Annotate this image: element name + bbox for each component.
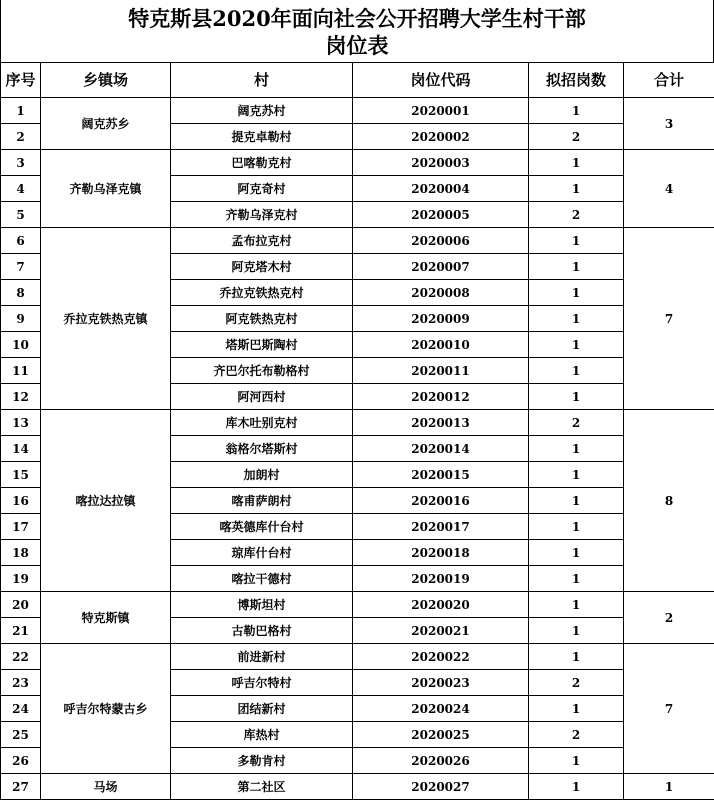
cell-seq: 25 — [1, 722, 41, 748]
cell-town: 齐勒乌泽克镇 — [41, 150, 171, 228]
table-row — [1, 228, 714, 254]
table-row — [1, 644, 714, 670]
cell-village: 齐巴尔托布勒格村 — [171, 358, 353, 384]
cell-posts: 2 — [529, 202, 624, 228]
cell-total: 3 — [624, 98, 714, 150]
cell-seq: 16 — [1, 488, 41, 514]
cell-village: 古勒巴格村 — [171, 618, 353, 644]
cell-seq: 12 — [1, 384, 41, 410]
cell-code: 2020025 — [353, 722, 529, 748]
cell-seq: 2 — [1, 124, 41, 150]
cell-village: 加朗村 — [171, 462, 353, 488]
cell-seq: 23 — [1, 670, 41, 696]
cell-posts: 1 — [529, 696, 624, 722]
cell-village: 巴喀勒克村 — [171, 150, 353, 176]
cell-total: 7 — [624, 644, 714, 774]
cell-seq: 1 — [1, 98, 41, 124]
cell-seq: 22 — [1, 644, 41, 670]
cell-code: 2020017 — [353, 514, 529, 540]
cell-posts: 1 — [529, 176, 624, 202]
cell-seq: 5 — [1, 202, 41, 228]
title-line-1: 特克斯县2020年面向社会公开招聘大学生村干部 — [128, 6, 586, 31]
cell-village: 阿河西村 — [171, 384, 353, 410]
cell-village: 塔斯巴斯陶村 — [171, 332, 353, 358]
cell-seq: 14 — [1, 436, 41, 462]
cell-town: 特克斯镇 — [41, 592, 171, 644]
cell-code: 2020015 — [353, 462, 529, 488]
cell-seq: 17 — [1, 514, 41, 540]
cell-village: 呼吉尔特村 — [171, 670, 353, 696]
cell-code: 2020019 — [353, 566, 529, 592]
cell-posts: 2 — [529, 410, 624, 436]
cell-village: 喀甫萨朗村 — [171, 488, 353, 514]
cell-posts: 1 — [529, 592, 624, 618]
cell-code: 2020016 — [353, 488, 529, 514]
cell-village: 齐勒乌泽克村 — [171, 202, 353, 228]
cell-posts: 2 — [529, 670, 624, 696]
cell-seq: 20 — [1, 592, 41, 618]
cell-code: 2020024 — [353, 696, 529, 722]
cell-seq: 8 — [1, 280, 41, 306]
cell-seq: 4 — [1, 176, 41, 202]
cell-village: 第二社区 — [171, 774, 353, 800]
cell-code: 2020009 — [353, 306, 529, 332]
cell-code: 2020023 — [353, 670, 529, 696]
cell-town: 马场 — [41, 774, 171, 800]
cell-code: 2020027 — [353, 774, 529, 800]
cell-total: 8 — [624, 410, 714, 592]
cell-posts: 1 — [529, 618, 624, 644]
cell-village: 多勒肯村 — [171, 748, 353, 774]
cell-town: 喀拉达拉镇 — [41, 410, 171, 592]
cell-posts: 1 — [529, 462, 624, 488]
cell-village: 博斯坦村 — [171, 592, 353, 618]
cell-village: 阔克苏村 — [171, 98, 353, 124]
cell-total: 2 — [624, 592, 714, 644]
cell-seq: 10 — [1, 332, 41, 358]
cell-village: 库热村 — [171, 722, 353, 748]
header-row — [1, 63, 714, 98]
cell-posts: 1 — [529, 306, 624, 332]
cell-seq: 11 — [1, 358, 41, 384]
cell-code: 2020005 — [353, 202, 529, 228]
cell-village: 乔拉克铁热克村 — [171, 280, 353, 306]
cell-seq: 6 — [1, 228, 41, 254]
table-row — [1, 592, 714, 618]
cell-posts: 1 — [529, 332, 624, 358]
cell-code: 2020026 — [353, 748, 529, 774]
cell-seq: 13 — [1, 410, 41, 436]
cell-seq: 9 — [1, 306, 41, 332]
header-code: 岗位代码 — [353, 63, 529, 98]
cell-posts: 1 — [529, 540, 624, 566]
cell-total: 1 — [624, 774, 714, 800]
cell-posts: 1 — [529, 644, 624, 670]
cell-code: 2020008 — [353, 280, 529, 306]
cell-code: 2020003 — [353, 150, 529, 176]
cell-posts: 1 — [529, 384, 624, 410]
cell-posts: 2 — [529, 124, 624, 150]
cell-posts: 1 — [529, 150, 624, 176]
cell-code: 2020006 — [353, 228, 529, 254]
cell-code: 2020022 — [353, 644, 529, 670]
cell-code: 2020001 — [353, 98, 529, 124]
table-row — [1, 774, 714, 800]
cell-seq: 19 — [1, 566, 41, 592]
cell-village: 阿克铁热克村 — [171, 306, 353, 332]
cell-village: 前进新村 — [171, 644, 353, 670]
cell-posts: 1 — [529, 254, 624, 280]
cell-seq: 15 — [1, 462, 41, 488]
cell-seq: 21 — [1, 618, 41, 644]
cell-posts: 1 — [529, 514, 624, 540]
title-line-2: 岗位表 — [325, 33, 389, 58]
cell-posts: 1 — [529, 488, 624, 514]
page-title — [0, 0, 714, 62]
header-village: 村 — [171, 63, 353, 98]
cell-posts: 1 — [529, 774, 624, 800]
cell-posts: 2 — [529, 722, 624, 748]
cell-seq: 3 — [1, 150, 41, 176]
cell-posts: 1 — [529, 436, 624, 462]
cell-posts: 1 — [529, 228, 624, 254]
table-row — [1, 150, 714, 176]
cell-posts: 1 — [529, 566, 624, 592]
cell-town: 呼吉尔特蒙古乡 — [41, 644, 171, 774]
cell-posts: 1 — [529, 358, 624, 384]
cell-seq: 24 — [1, 696, 41, 722]
cell-seq: 26 — [1, 748, 41, 774]
cell-village: 团结新村 — [171, 696, 353, 722]
table-body — [1, 98, 714, 800]
cell-total: 7 — [624, 228, 714, 410]
cell-village: 库木吐别克村 — [171, 410, 353, 436]
cell-village: 阿克塔木村 — [171, 254, 353, 280]
cell-code: 2020020 — [353, 592, 529, 618]
cell-posts: 1 — [529, 748, 624, 774]
header-seq: 序号 — [1, 63, 41, 98]
cell-code: 2020002 — [353, 124, 529, 150]
cell-village: 提克卓勒村 — [171, 124, 353, 150]
cell-code: 2020021 — [353, 618, 529, 644]
header-town: 乡镇场 — [41, 63, 171, 98]
table-row — [1, 410, 714, 436]
header-posts: 拟招岗数 — [529, 63, 624, 98]
cell-village: 翁格尔塔斯村 — [171, 436, 353, 462]
cell-total: 4 — [624, 150, 714, 228]
cell-village: 琼库什台村 — [171, 540, 353, 566]
cell-village: 阿克奇村 — [171, 176, 353, 202]
cell-seq: 27 — [1, 774, 41, 800]
table-row — [1, 98, 714, 124]
cell-code: 2020013 — [353, 410, 529, 436]
header-total: 合计 — [624, 63, 714, 98]
cell-posts: 1 — [529, 98, 624, 124]
cell-village: 孟布拉克村 — [171, 228, 353, 254]
cell-code: 2020018 — [353, 540, 529, 566]
cell-seq: 7 — [1, 254, 41, 280]
cell-code: 2020010 — [353, 332, 529, 358]
cell-code: 2020012 — [353, 384, 529, 410]
cell-code: 2020004 — [353, 176, 529, 202]
cell-village: 喀英德库什台村 — [171, 514, 353, 540]
positions-table — [0, 62, 714, 800]
cell-town: 乔拉克铁热克镇 — [41, 228, 171, 410]
cell-code: 2020014 — [353, 436, 529, 462]
cell-code: 2020007 — [353, 254, 529, 280]
cell-posts: 1 — [529, 280, 624, 306]
cell-town: 阔克苏乡 — [41, 98, 171, 150]
cell-code: 2020011 — [353, 358, 529, 384]
cell-seq: 18 — [1, 540, 41, 566]
cell-village: 喀拉干德村 — [171, 566, 353, 592]
